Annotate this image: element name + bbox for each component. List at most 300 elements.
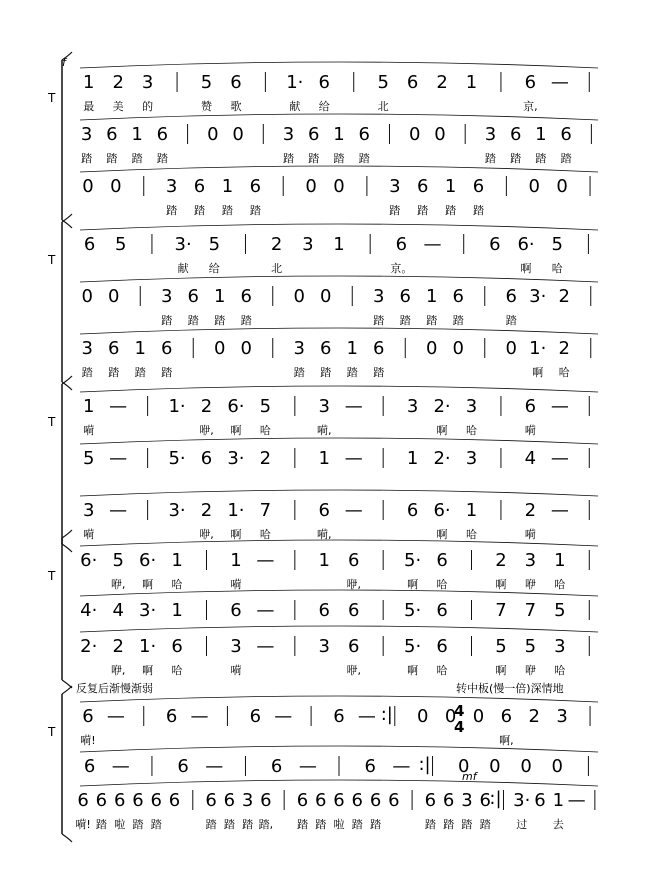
note: 2 bbox=[558, 286, 570, 307]
lyric-syllable: 踏 bbox=[426, 314, 438, 327]
note: 6 bbox=[171, 636, 183, 657]
voice-label: T bbox=[48, 569, 56, 583]
slur-arc bbox=[80, 114, 598, 120]
note: 6 bbox=[560, 124, 572, 145]
note: — bbox=[109, 500, 128, 521]
note: 2 bbox=[200, 396, 213, 417]
note: 0 bbox=[528, 176, 540, 197]
note: 6 bbox=[113, 790, 126, 811]
note: 6 bbox=[524, 396, 537, 417]
lyric-syllable: 踏 bbox=[161, 366, 173, 379]
note: 5 bbox=[524, 636, 537, 657]
note: 0 bbox=[214, 338, 226, 359]
note: 6 bbox=[472, 176, 485, 197]
note: 1 bbox=[406, 448, 419, 469]
note: 6 bbox=[177, 756, 189, 777]
lyric-syllable: 嗬! bbox=[75, 818, 91, 831]
note: 1 bbox=[318, 550, 331, 571]
note: — bbox=[392, 756, 411, 777]
note: 6 bbox=[82, 706, 94, 727]
note: 6 bbox=[333, 706, 345, 727]
lyric-syllable: 踏 bbox=[452, 314, 464, 327]
note: 0 bbox=[305, 176, 317, 197]
note: 3 bbox=[554, 636, 566, 657]
lyric-syllable: 踏 bbox=[223, 818, 235, 831]
lyric-syllable: 最 bbox=[83, 100, 95, 113]
lyric-syllable: 嗬 bbox=[230, 664, 242, 677]
note: 6 bbox=[95, 790, 108, 811]
note: 6 bbox=[436, 600, 448, 621]
note: 3 bbox=[241, 790, 254, 811]
note: 3 bbox=[389, 176, 401, 197]
slur-arc bbox=[80, 386, 598, 392]
note: 1 bbox=[535, 124, 547, 145]
note: 6 bbox=[296, 790, 309, 811]
lyric-syllable: 咿, bbox=[110, 578, 126, 591]
note: — bbox=[274, 706, 293, 727]
note: 7 bbox=[524, 600, 537, 621]
note: 2 bbox=[436, 72, 448, 93]
note: 4· bbox=[80, 600, 98, 621]
note: 6· bbox=[80, 550, 98, 571]
note: 2 bbox=[524, 500, 537, 521]
note: 6 bbox=[524, 72, 537, 93]
note: 5 bbox=[377, 72, 389, 93]
lyric-syllable: 踏 bbox=[187, 314, 199, 327]
note: 6 bbox=[77, 790, 89, 811]
bracket-hook bbox=[62, 214, 72, 222]
lyric-syllable: 踏 bbox=[373, 366, 385, 379]
note: 2 bbox=[270, 234, 283, 255]
lyric-syllable: 献 bbox=[289, 100, 301, 113]
lyric-syllable: 啊 bbox=[495, 664, 507, 677]
note: 6 bbox=[106, 124, 118, 145]
note: 6 bbox=[509, 124, 522, 145]
note: 5· bbox=[404, 550, 422, 571]
note: 6 bbox=[318, 500, 331, 521]
lyric-syllable: 踏 bbox=[205, 818, 217, 831]
lyric-syllable: 踏 bbox=[296, 818, 308, 831]
lyric-syllable: 踏 bbox=[333, 152, 345, 165]
note: 1 bbox=[426, 286, 438, 307]
note: 6 bbox=[505, 286, 517, 307]
lyric-syllable: 踏 bbox=[535, 152, 547, 165]
note: 4 bbox=[524, 448, 537, 469]
note: 1 bbox=[318, 448, 331, 469]
note: 6 bbox=[399, 286, 411, 307]
note: 0 bbox=[408, 124, 421, 145]
note: 6 bbox=[165, 706, 178, 727]
note: 3 bbox=[465, 448, 478, 469]
note: 6 bbox=[534, 790, 546, 811]
lyric-syllable: 踏 bbox=[242, 818, 254, 831]
note: — bbox=[423, 234, 442, 255]
note: 6 bbox=[230, 600, 242, 621]
note: 5 bbox=[554, 600, 566, 621]
lyric-syllable: 踏 bbox=[166, 204, 178, 217]
repeat-sign: :| bbox=[418, 754, 431, 775]
note: 6 bbox=[424, 790, 437, 811]
lyric-syllable: 踏 bbox=[108, 366, 120, 379]
note: 0 bbox=[81, 286, 93, 307]
lyric-syllable: 北 bbox=[377, 100, 389, 113]
lyric-syllable: 踏 bbox=[156, 152, 168, 165]
note: 2· bbox=[433, 396, 451, 417]
lyric-syllable: 哈 bbox=[466, 528, 477, 541]
lyric-syllable: 踏 bbox=[214, 314, 226, 327]
lyric-syllable: 踏 bbox=[106, 152, 118, 165]
note: 1 bbox=[82, 72, 95, 93]
note: 2 bbox=[112, 636, 124, 657]
note: 6· bbox=[433, 500, 451, 521]
note: 2· bbox=[433, 448, 451, 469]
lyric-syllable: 啦 bbox=[114, 818, 126, 831]
lyric-syllable: 踏 bbox=[443, 818, 455, 831]
note: 0 bbox=[416, 706, 429, 727]
lyric-syllable: 踏 bbox=[240, 314, 252, 327]
direction-repeat-rit: 反复后渐慢渐弱 bbox=[76, 682, 153, 695]
note: 1 bbox=[134, 338, 146, 359]
lyric-syllable: 哈 bbox=[259, 424, 271, 437]
slur-arc bbox=[80, 780, 598, 786]
note: 6 bbox=[395, 234, 408, 255]
note: 6 bbox=[333, 790, 345, 811]
note: 6 bbox=[436, 550, 448, 571]
note: 3 bbox=[406, 396, 419, 417]
note: 7 bbox=[495, 600, 507, 621]
note: 6 bbox=[161, 338, 173, 359]
lyric-syllable: 踏 bbox=[417, 204, 429, 217]
note: 3· bbox=[168, 500, 186, 521]
lyric-syllable: 给 bbox=[318, 100, 330, 113]
lyric-syllable: 踏, bbox=[258, 818, 274, 831]
lyric-syllable: 京。 bbox=[390, 262, 413, 275]
lyric-syllable: 踏 bbox=[461, 818, 473, 831]
time-signature-bottom: 4 bbox=[454, 718, 465, 736]
note: 6 bbox=[260, 790, 272, 811]
note: 6 bbox=[347, 636, 360, 657]
note: — bbox=[550, 72, 569, 93]
note: 0 bbox=[108, 286, 120, 307]
slur-arc bbox=[80, 746, 598, 752]
note: 0 bbox=[434, 124, 446, 145]
lyric-syllable: 北 bbox=[271, 262, 283, 275]
direction-tempo: 转中板(慢一倍)深情地 bbox=[456, 682, 564, 695]
slur-arc bbox=[80, 696, 598, 702]
lyric-syllable: 踏 bbox=[81, 366, 93, 379]
note: 6 bbox=[373, 338, 385, 359]
note: 6 bbox=[150, 790, 162, 811]
note: 6· bbox=[227, 396, 245, 417]
lyric-syllable: 踏 bbox=[132, 818, 144, 831]
note: 6 bbox=[193, 176, 206, 197]
note: 1 bbox=[552, 790, 565, 811]
lyric-syllable: 啊, bbox=[499, 734, 514, 747]
slur-arc bbox=[80, 62, 598, 68]
note: — bbox=[344, 396, 363, 417]
note: 0 bbox=[426, 338, 438, 359]
note: 6 bbox=[200, 448, 213, 469]
note: — bbox=[109, 448, 128, 469]
slur-arc bbox=[80, 490, 598, 496]
note: 1 bbox=[171, 550, 183, 571]
note: 1 bbox=[444, 176, 457, 197]
lyric-syllable: 啊 bbox=[142, 664, 154, 677]
note: 0 bbox=[444, 706, 457, 727]
note: 1· bbox=[529, 338, 547, 359]
note: 2 bbox=[528, 706, 540, 727]
note: 3 bbox=[230, 636, 242, 657]
note: — bbox=[567, 790, 586, 811]
note: 6 bbox=[442, 790, 455, 811]
lyric-syllable: 嗬 bbox=[83, 528, 95, 541]
dynamic-mf: mf bbox=[462, 770, 477, 783]
note: — bbox=[256, 636, 275, 657]
note: 1· bbox=[168, 396, 186, 417]
lyric-syllable: 过 bbox=[516, 818, 528, 831]
note: — bbox=[190, 706, 209, 727]
note: 3· bbox=[139, 600, 157, 621]
bracket-hook bbox=[62, 834, 72, 842]
note: 6 bbox=[249, 706, 262, 727]
lyric-syllable: 去 bbox=[552, 818, 564, 831]
note: 3 bbox=[465, 396, 478, 417]
note: 6 bbox=[500, 706, 513, 727]
note: 6 bbox=[358, 124, 370, 145]
note: 0 bbox=[207, 124, 219, 145]
note: 6 bbox=[205, 790, 217, 811]
lyric-syllable: 踏 bbox=[505, 314, 517, 327]
note: 6 bbox=[168, 790, 181, 811]
repeat-sign: :| bbox=[489, 788, 502, 809]
lyric-syllable: 踏 bbox=[320, 366, 332, 379]
note: — bbox=[109, 396, 128, 417]
note: 0 bbox=[240, 338, 252, 359]
note: 5 bbox=[200, 72, 213, 93]
lyric-syllable: 啦 bbox=[333, 818, 345, 831]
note: 6 bbox=[406, 500, 419, 521]
note: 0 bbox=[452, 338, 464, 359]
lyric-syllable: 踏 bbox=[445, 204, 457, 217]
note: 0 bbox=[82, 176, 94, 197]
lyric-syllable: 哈 bbox=[551, 262, 563, 275]
bracket-hook bbox=[62, 376, 72, 384]
lyric-syllable: 哈 bbox=[171, 578, 183, 591]
lyric-syllable: 嗬 bbox=[524, 424, 536, 437]
note: 2 bbox=[558, 338, 570, 359]
note: 6 bbox=[369, 790, 382, 811]
lyric-syllable: 踏 bbox=[95, 818, 107, 831]
note: — bbox=[550, 448, 569, 469]
lyric-syllable: 踏 bbox=[131, 152, 143, 165]
note: 6· bbox=[517, 234, 535, 255]
lyric-syllable: 踏 bbox=[424, 818, 436, 831]
note: 3 bbox=[461, 790, 473, 811]
note: 3· bbox=[529, 286, 547, 307]
note: 2 bbox=[259, 448, 272, 469]
slur-arc bbox=[80, 590, 598, 596]
note: 6 bbox=[406, 72, 419, 93]
lyric-syllable: 哈 bbox=[259, 528, 271, 541]
bracket-hook bbox=[62, 686, 72, 694]
note: 3 bbox=[282, 124, 295, 145]
lyric-syllable: 踏 bbox=[358, 152, 370, 165]
lyric-syllable: 踏 bbox=[373, 314, 385, 327]
slur-arc bbox=[80, 540, 598, 546]
note: 6 bbox=[489, 234, 501, 255]
note: 3· bbox=[174, 234, 192, 255]
lyric-syllable: 踏 bbox=[283, 152, 295, 165]
lyric-syllable: 踏 bbox=[351, 818, 363, 831]
note: 5 bbox=[115, 234, 127, 255]
voice-label: T bbox=[48, 415, 56, 429]
lyric-syllable: 踏 bbox=[194, 204, 206, 217]
note: 0 bbox=[505, 338, 517, 359]
note: 3 bbox=[556, 706, 568, 727]
note: 3· bbox=[513, 790, 531, 811]
note: 1· bbox=[286, 72, 304, 93]
note: 0 bbox=[333, 176, 345, 197]
lyric-syllable: 啊 bbox=[230, 528, 242, 541]
bracket-hook bbox=[62, 530, 72, 538]
slur-arc bbox=[80, 438, 598, 444]
note: 1 bbox=[214, 286, 226, 307]
lyric-syllable: 踏 bbox=[346, 366, 358, 379]
note: 6 bbox=[108, 338, 120, 359]
lyric-syllable: 啊 bbox=[436, 424, 448, 437]
note: 6 bbox=[314, 790, 327, 811]
lyric-syllable: 哈 bbox=[558, 366, 570, 379]
note: 0 bbox=[110, 176, 122, 197]
slur-arc bbox=[80, 166, 598, 172]
slur-arc bbox=[80, 224, 598, 230]
voice-label: T bbox=[48, 725, 56, 739]
lyric-syllable: 的 bbox=[142, 100, 154, 113]
note: 6 bbox=[452, 286, 464, 307]
lyric-syllable: 踏 bbox=[249, 204, 261, 217]
lyric-syllable: 咿, bbox=[110, 664, 126, 677]
lyric-syllable: 献 bbox=[177, 262, 189, 275]
note: 3 bbox=[81, 338, 93, 359]
note: 3 bbox=[165, 176, 178, 197]
lyric-syllable: 踏 bbox=[293, 366, 305, 379]
note: — bbox=[344, 500, 363, 521]
note: 6 bbox=[318, 72, 331, 93]
note: — bbox=[344, 448, 363, 469]
lyric-syllable: 啊 bbox=[230, 424, 242, 437]
note: 3 bbox=[524, 550, 537, 571]
note: 5 bbox=[495, 636, 507, 657]
note: 6 bbox=[318, 600, 331, 621]
note: 6 bbox=[347, 550, 360, 571]
note: 3 bbox=[141, 72, 154, 93]
repeat-sign: :| bbox=[380, 704, 393, 725]
note: 2 bbox=[200, 500, 213, 521]
lyric-syllable: 踏 bbox=[150, 818, 162, 831]
note: 5 bbox=[208, 234, 221, 255]
lyric-syllable: 哈 bbox=[466, 424, 477, 437]
note: 5· bbox=[404, 636, 422, 657]
note: — bbox=[205, 756, 224, 777]
note: 0 bbox=[472, 706, 485, 727]
note: — bbox=[357, 706, 376, 727]
note: 1 bbox=[171, 600, 183, 621]
note: 3 bbox=[82, 500, 95, 521]
note: 3 bbox=[302, 234, 314, 255]
note: 3 bbox=[318, 636, 331, 657]
lyric-syllable: 咿 bbox=[524, 578, 536, 591]
lyric-syllable: 踏 bbox=[308, 152, 320, 165]
note: 6 bbox=[83, 756, 96, 777]
note: 1 bbox=[465, 72, 478, 93]
note: 0 bbox=[551, 756, 563, 777]
lyric-syllable: 嗬, bbox=[317, 528, 332, 541]
lyric-syllable: 哈 bbox=[171, 664, 183, 677]
lyric-syllable: 踏 bbox=[161, 314, 173, 327]
note: 6 bbox=[223, 790, 236, 811]
voice-label: T bbox=[48, 253, 56, 267]
note: 7 bbox=[259, 500, 272, 521]
note: 6 bbox=[479, 790, 491, 811]
voice-label: T bbox=[48, 91, 56, 105]
note: 6 bbox=[83, 234, 96, 255]
lyric-syllable: 哈 bbox=[436, 578, 448, 591]
note: 6 bbox=[416, 176, 429, 197]
note: 6 bbox=[240, 286, 252, 307]
note: 6 bbox=[187, 286, 199, 307]
lyric-syllable: 踏 bbox=[472, 204, 484, 217]
lyric-syllable: 啊 bbox=[532, 366, 544, 379]
note: 1 bbox=[333, 234, 345, 255]
note: 6 bbox=[436, 636, 448, 657]
note: 6 bbox=[308, 124, 320, 145]
note: 1 bbox=[82, 396, 95, 417]
note: 6 bbox=[270, 756, 283, 777]
lyric-syllable: 咿, bbox=[346, 664, 361, 677]
note: 6· bbox=[139, 550, 157, 571]
note: 4 bbox=[112, 600, 124, 621]
note: 6 bbox=[249, 176, 262, 197]
note: — bbox=[298, 756, 317, 777]
note: 0 bbox=[556, 176, 568, 197]
note: 6 bbox=[132, 790, 144, 811]
note: 2 bbox=[112, 72, 124, 93]
lyric-syllable: 美 bbox=[112, 100, 124, 113]
lyric-syllable: 啊 bbox=[407, 578, 419, 591]
note: 1 bbox=[131, 124, 143, 145]
note: — bbox=[256, 600, 275, 621]
lyric-syllable: 踏 bbox=[315, 818, 327, 831]
note: 5 bbox=[82, 448, 95, 469]
note: 5 bbox=[551, 234, 563, 255]
note: 3 bbox=[293, 338, 305, 359]
lyric-syllable: 咿, bbox=[346, 578, 361, 591]
note: — bbox=[550, 500, 569, 521]
lyric-syllable: 歌 bbox=[230, 100, 242, 113]
note: 0 bbox=[320, 286, 332, 307]
note: — bbox=[550, 396, 569, 417]
lyric-syllable: 哈 bbox=[554, 578, 566, 591]
lyric-syllable: 啊 bbox=[407, 664, 419, 677]
note: 5· bbox=[404, 600, 422, 621]
lyric-syllable: 嗬 bbox=[230, 578, 242, 591]
lyric-syllable: 京, bbox=[523, 100, 538, 113]
lyric-syllable: 给 bbox=[208, 262, 220, 275]
bracket-hook bbox=[62, 544, 72, 552]
lyric-syllable: 踏 bbox=[479, 818, 491, 831]
note: 1 bbox=[465, 500, 478, 521]
note: 3· bbox=[227, 448, 245, 469]
